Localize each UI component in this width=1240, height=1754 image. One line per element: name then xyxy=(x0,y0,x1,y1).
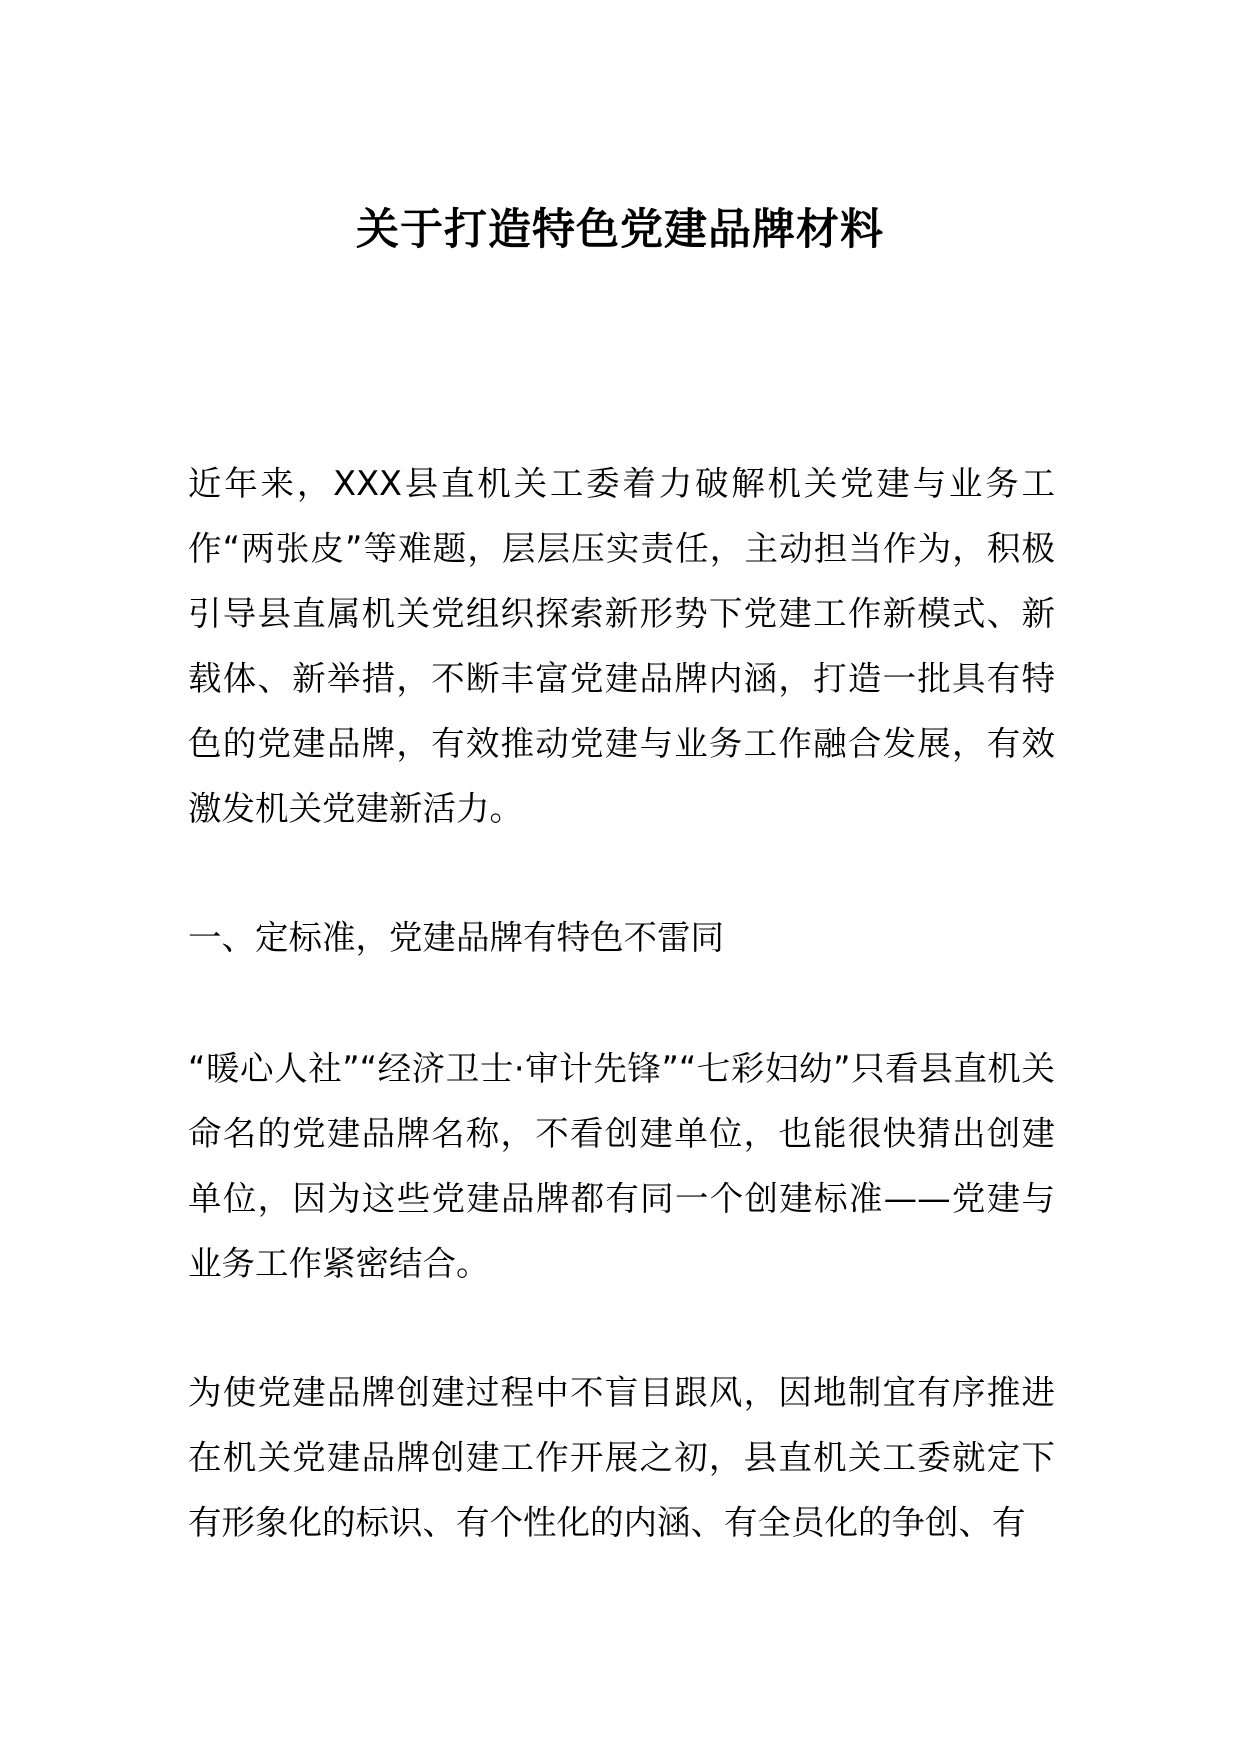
document-title: 关于打造特色党建品牌材料 xyxy=(356,205,884,255)
paragraph-intro: 近年来，XXX县直机关工委着力破解机关党建与业务工作“两张皮”等难题，层层压实责任，主动担当作为，积极引导县直属机关党组织探索新形势下党建工作新模式、新载体、新举措，不断丰富党建品牌内涵，打造一批具有特色的党建品牌，有效推动党建与业务工作融合发展，有效激发机关党建新活力。 xyxy=(188,464,1055,828)
paragraph-brand-names: “暖心人社”“经济卫士·审计先锋”“七彩妇幼”只看县直机关命名的党建品牌名称，不看创建单位，也能很快猜出创建单位，因为这些党建品牌都有同一个创建标准——党建与业务工作紧密结合。 xyxy=(188,1049,1055,1283)
section-heading-one: 一、定标准，党建品牌有特色不雷同 xyxy=(188,918,724,957)
paragraph-standards: 为使党建品牌创建过程中不盲目跟风，因地制宜有序推进在机关党建品牌创建工作开展之初，县直机关工委就定下有形象化的标识、有个性化的内涵、有全员化的争创、有 xyxy=(188,1373,1055,1542)
